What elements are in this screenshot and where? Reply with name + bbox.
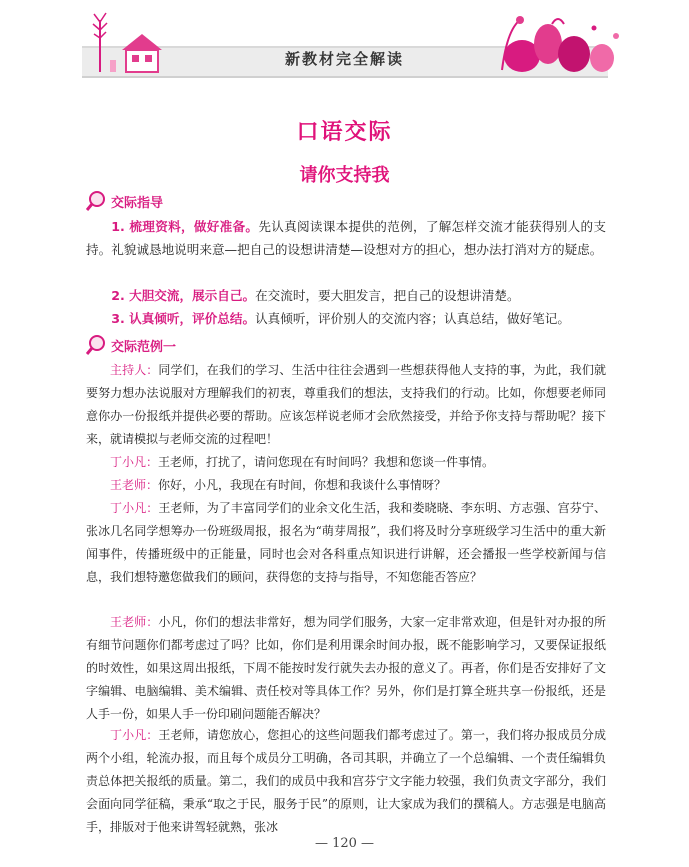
header-title: 新教材完全解读: [284, 50, 404, 68]
dialogue-line: [86, 359, 606, 451]
magnifier-icon: [86, 190, 108, 212]
house-tree-decoration: [92, 12, 182, 76]
page-header: [0, 0, 689, 80]
speaker-name: 主持人：: [110, 363, 159, 377]
speaker-name: 王老师：: [110, 615, 159, 629]
magnifier-icon: [86, 334, 108, 356]
guide-item-3: [86, 308, 606, 331]
guide-item-2: [86, 285, 606, 308]
dialogue-text: 王老师，请您放心，您担心的这些问题我们都考虑过了。第一，我们将办报成员分成两个小组，轮流办报，而且每个成员分工明确，各司其职，并确立了一个总编辑、一个责任编辑负责总体把关报纸的质量。第二，我们的成员中我和宫芬宁文字能力较强，我们负责文字部分，我们会面向同学征稿，秉承“取之于民，服务于民”的原则，让大家成为我们的撰稿人。方志强是电脑高手，排版对于他来讲驾轻就熟，张冰: [86, 728, 606, 834]
dialogue-text: 小凡，你们的想法非常好，想为同学们服务，大家一定非常欢迎，但是针对办报的所有细节问题你们都考虑过了吗？比如，你们是利用课余时间办报，既不能影响学习，又要保证报纸的时效性，如果这周出报纸，下周不能按时发行就失去办报的意义了。再者，你们是否安排好了文字编辑、电脑编辑、美术编辑、责任校对等具体工作？另外，你们是打算全班共享一份报纸，还是人手一份，如果人手一份印刷问题能否解决？: [86, 615, 606, 721]
dialogue-line: [86, 474, 606, 497]
guide-item-2-text: 在交流时，要大胆发言，把自己的设想讲清楚。: [255, 288, 520, 303]
guide-item-1: [86, 216, 606, 262]
guide-section-heading: [86, 190, 163, 212]
dialogue-text: 你好，小凡，我现在有时间，你想和我谈什么事情呀？: [158, 478, 447, 492]
dialogue-text: 王老师，打扰了，请问您现在有时间吗？我想和您谈一件事情。: [158, 455, 495, 469]
speaker-name: 王老师：: [110, 478, 159, 492]
example-section-heading: [86, 334, 176, 356]
flowers-decoration: [482, 10, 632, 76]
dialogue-line: [86, 451, 606, 474]
speaker-name: 丁小凡：: [110, 728, 159, 742]
guide-item-1-head: 1. 梳理资料，做好准备。: [111, 219, 259, 234]
guide-label: 交际指导: [111, 195, 164, 211]
dialogue-text: 王老师，为了丰富同学们的业余文化生活，我和娄晓晓、李东明、方志强、宫芬宁、张冰几名同学想筹办一份班级周报，报名为“萌芽周报”，我们将及时分享班级学习生活中的重大新闻事件，传播班级中的正能量，同时也会对各科重点知识进行讲解，还会播报一些学校新闻与信息，我们想特邀您做我们的顾问，获得您的支持与指导，不知您能否答应？: [86, 501, 606, 584]
guide-item-2-head: 2. 大胆交流，展示自己。: [111, 288, 256, 303]
speaker-name: 丁小凡：: [110, 501, 159, 515]
main-title: 口语交际: [296, 119, 393, 145]
example-label: 交际范例一: [111, 339, 177, 355]
dialogue-text: 同学们，在我们的学习、生活中往往会遇到一些想获得他人支持的事，为此，我们就要努力想办法说服对方理解我们的初衷，尊重我们的想法，支持我们的行动。比如，你想要老师同意你办一份报纸并提供必要的帮助。应该怎样说老师才会欣然接受，并给予你支持与帮助呢？接下来，就请模拟与老师交流的过程吧！: [86, 363, 606, 446]
page-number: — 120 —: [314, 836, 375, 851]
guide-item-3-head: 3. 认真倾听，评价总结。: [111, 311, 256, 326]
sub-title: 请你支持我: [299, 165, 390, 186]
guide-item-3-text: 认真倾听，评价别人的交流内容；认真总结，做好笔记。: [255, 311, 570, 326]
dialogue-line: [86, 497, 606, 589]
speaker-name: 丁小凡：: [110, 455, 159, 469]
guide-item-1-text: 先认真阅读课本提供的范例，了解怎样交流才能获得别人的支持。礼貌诚恳地说明来意—把自己的设想讲清楚—设想对方的担心，想办法打消对方的疑虑。: [86, 219, 607, 257]
dialogue-line: [86, 724, 606, 839]
dialogue-line: [86, 611, 606, 726]
